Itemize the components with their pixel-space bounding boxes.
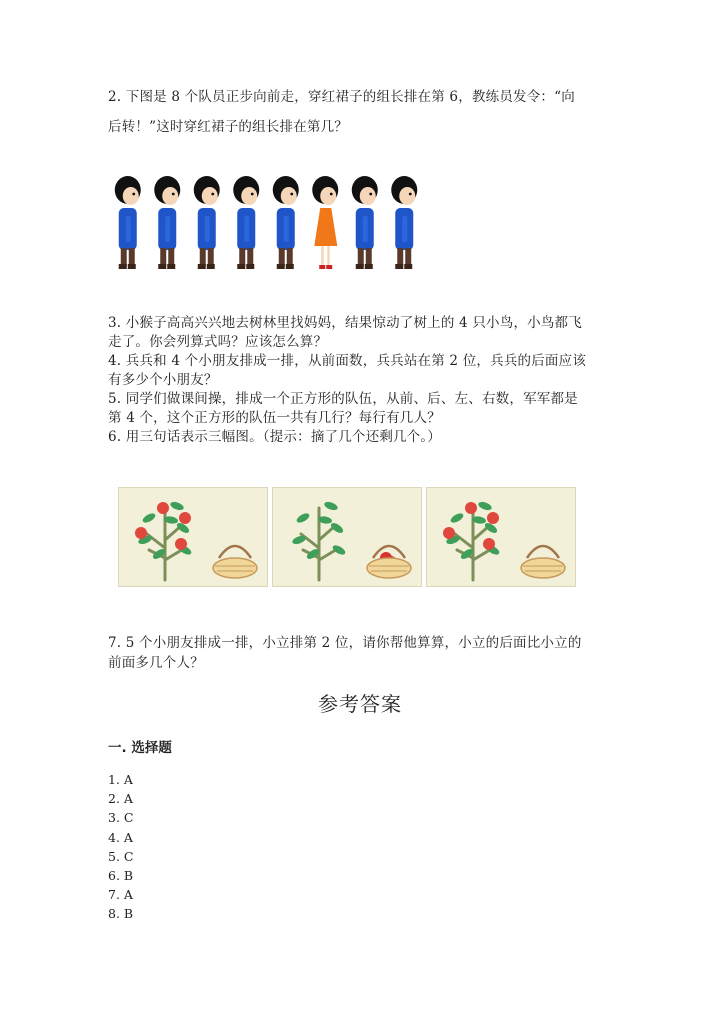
question-7-line-2: 前面多几个人？ [108, 655, 204, 671]
question-4-line-2: 有多少个小朋友？ [108, 372, 218, 388]
question-7-line-1: 7. 5 个小朋友排成一排，小立排第 2 位，请你帮他算算，小立的后面比小立的 [108, 635, 582, 651]
apple [465, 502, 477, 514]
apple [483, 538, 495, 550]
boy-figure [115, 176, 141, 269]
question-5-line-1: 5. 同学们做课间操，排成一个正方形的队伍，从前、后、左、右数，军军都是 [108, 391, 578, 407]
answer-item: 6. B [108, 867, 134, 883]
question-2-line-2: 后转！”这时穿红裙子的组长排在第几？ [108, 119, 349, 135]
apple-tree [135, 500, 193, 580]
answer-list [108, 770, 133, 924]
apple-panel-3 [426, 487, 576, 587]
boy-figure [391, 176, 417, 269]
apple [135, 527, 147, 539]
answer-item: 4. A [108, 829, 133, 845]
answer-key-title: 参考答案 [318, 692, 402, 716]
apple-tree [443, 500, 501, 580]
apple [487, 512, 499, 524]
boy-figure [154, 176, 180, 269]
queue-figure [108, 168, 424, 278]
answer-item: 1. A [108, 772, 133, 787]
basket [367, 546, 411, 578]
leader-figure [312, 176, 338, 269]
question-5-line-2: 第 4 个，这个正方形的队伍一共有几行？每行有几人？ [108, 410, 441, 426]
apple [179, 512, 191, 524]
boy-figure [233, 176, 259, 269]
question-4-line-1: 4. 兵兵和 4 个小朋友排成一排，从前面数，兵兵站在第 2 位，兵兵的后面应该 [108, 353, 587, 369]
question-2-line-1: 2. 下图是 8 个队员正步向前走，穿红裙子的组长排在第 6，教练员发令：“向 [108, 89, 575, 105]
apple-panel-1 [118, 487, 268, 587]
answer-item: 3. C [108, 810, 134, 826]
apple [157, 502, 169, 514]
answer-item: 5. C [108, 848, 134, 864]
boy-figure [352, 176, 378, 269]
apple-tree [291, 500, 347, 580]
apple [175, 538, 187, 550]
boy-figure [273, 176, 299, 269]
question-6-line-1: 6. 用三句话表示三幅图。（提示：摘了几个还剩几个。） [108, 429, 442, 445]
apple [443, 527, 455, 539]
basket [213, 546, 257, 578]
answer-item: 2. A [108, 791, 133, 807]
answer-section-heading: 一. 选择题 [108, 740, 172, 756]
apple-panel-2 [272, 487, 422, 587]
question-3-line-1: 3. 小猴子高高兴兴地去树林里找妈妈，结果惊动了树上的 4 只小鸟，小鸟都飞 [108, 315, 582, 331]
question-3-line-2: 走了。你会列算式吗？应该怎么算？ [108, 334, 328, 350]
boy-figure [194, 176, 220, 269]
basket [521, 546, 565, 578]
answer-item: 7. A [108, 887, 133, 903]
answer-item: 8. B [108, 906, 134, 922]
